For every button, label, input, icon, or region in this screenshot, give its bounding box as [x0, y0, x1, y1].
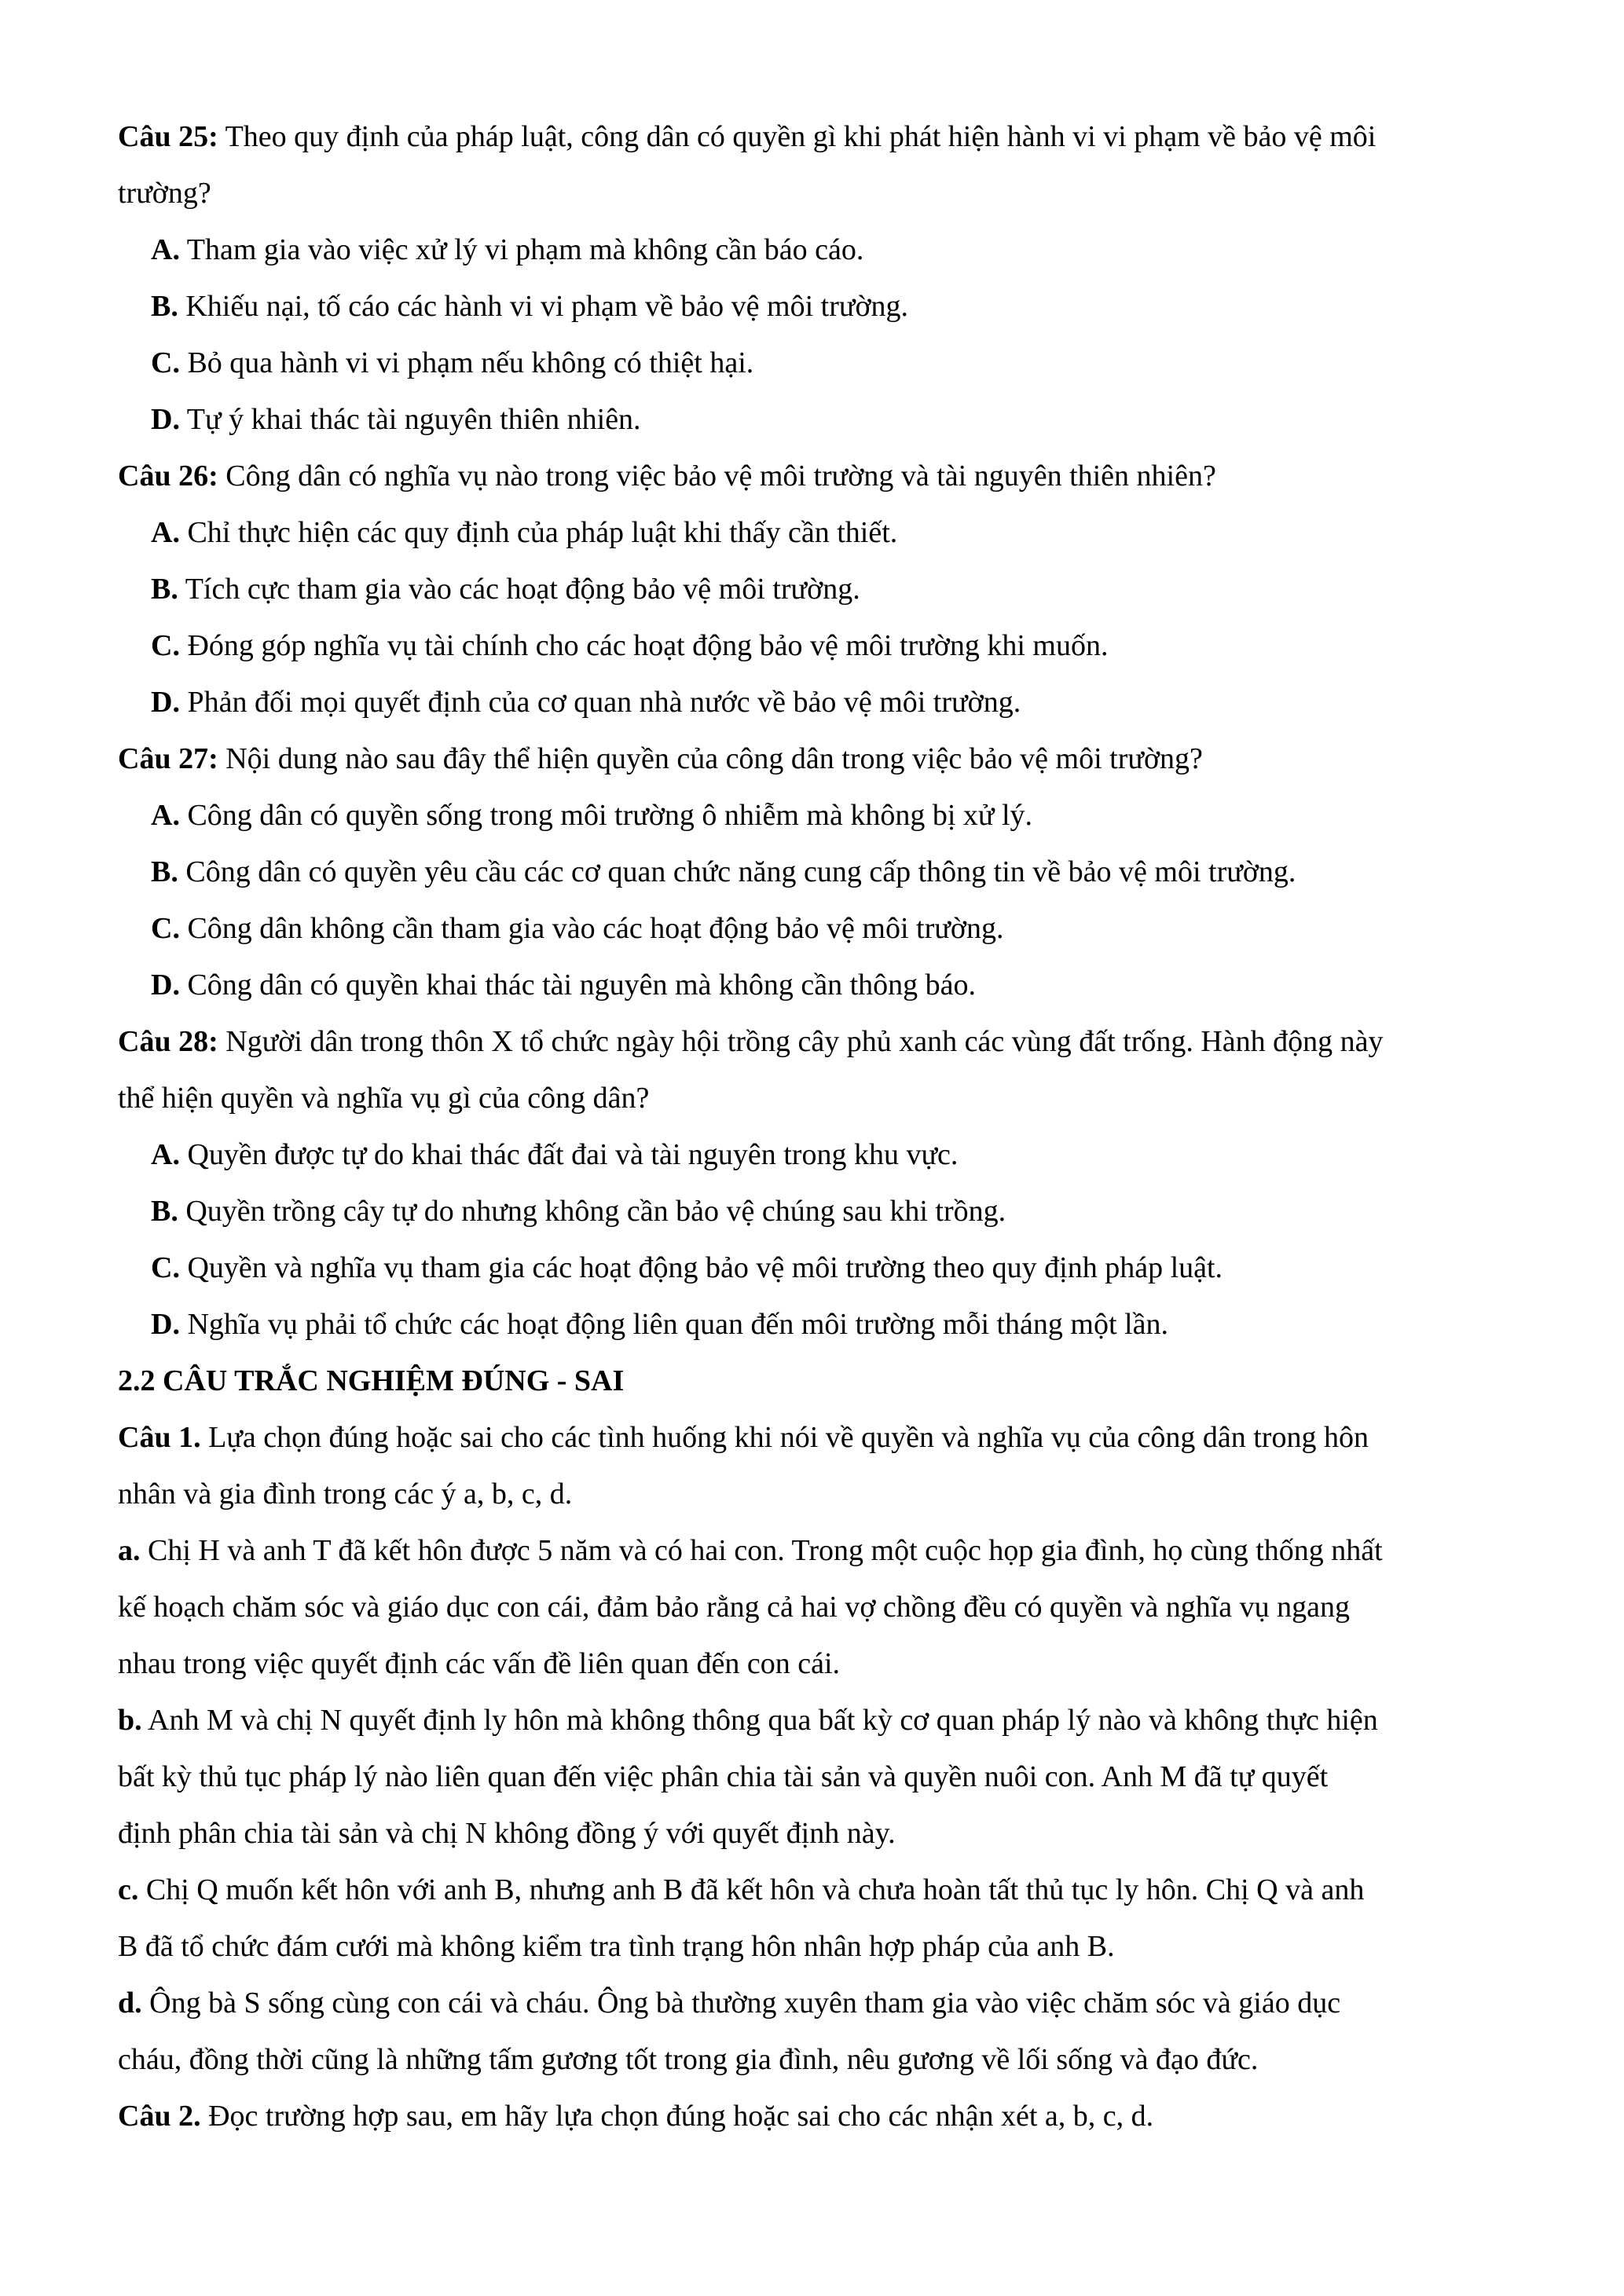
option-key: A. — [151, 233, 180, 266]
tf-question-label: Câu 2. — [118, 2100, 201, 2133]
tf-item-b — [118, 1692, 1524, 1862]
question-text: Theo quy định của pháp luật, công dân có quyền gì khi phát hiện hành vi vi phạm về bảo vệ môi — [225, 120, 1377, 153]
option-key: C. — [151, 629, 180, 662]
tf-item-a — [118, 1522, 1524, 1692]
tf-question-text: Lựa chọn đúng hoặc sai cho các tình huống khi nói về quyền và nghĩa vụ của công dân trong hôn — [208, 1421, 1369, 1454]
question-stem — [118, 1013, 1524, 1070]
option-text: Quyền trồng cây tự do nhưng không cần bảo vệ chúng sau khi trồng. — [185, 1195, 1006, 1228]
tf-item-text: Anh M và chị N quyết định ly hôn mà không thông qua bất kỳ cơ quan pháp lý nào và không thực hiện — [148, 1704, 1378, 1737]
option-text: Bỏ qua hành vi vi phạm nếu không có thiệt hại. — [187, 346, 754, 379]
tf-question-label: Câu 1. — [118, 1421, 201, 1454]
tf-item-line: nhau trong việc quyết định các vấn đề liên quan đến con cái. — [118, 1647, 841, 1680]
option-key: B. — [151, 290, 178, 323]
section-heading: 2.2 CÂU TRẮC NGHIỆM ĐÚNG - SAI — [118, 1364, 625, 1397]
tf-question-stem-continued: nhân và gia đình trong các ý a, b, c, d. — [118, 1478, 573, 1511]
option-key: B. — [151, 573, 178, 606]
option-b — [118, 278, 1524, 335]
tf-question-text: Đọc trường hợp sau, em hãy lựa chọn đúng hoặc sai cho các nhận xét a, b, c, d. — [208, 2100, 1154, 2133]
option-key: B. — [151, 855, 178, 888]
option-text: Quyền được tự do khai thác đất đai và tài nguyên trong khu vực. — [187, 1138, 959, 1171]
option-text: Công dân có quyền yêu cầu các cơ quan chức năng cung cấp thông tin về bảo vệ môi trường. — [185, 855, 1296, 888]
tf-item-line: bất kỳ thủ tục pháp lý nào liên quan đến việc phân chia tài sản và quyền nuôi con. Anh M đã tự quyết — [118, 1760, 1329, 1793]
question-text: Nội dung nào sau đây thể hiện quyền của công dân trong việc bảo vệ môi trường? — [225, 742, 1203, 775]
tf-question-2 — [118, 2088, 1524, 2144]
option-key: D. — [151, 1308, 180, 1341]
option-a — [118, 504, 1524, 561]
option-a — [118, 1126, 1524, 1183]
option-text: Công dân có quyền sống trong môi trường ô nhiễm mà không bị xử lý. — [187, 799, 1033, 832]
option-text: Công dân không cần tham gia vào các hoạt động bảo vệ môi trường. — [187, 912, 1004, 945]
tf-item-text: Ông bà S sống cùng con cái và cháu. Ông bà thường xuyên tham gia vào việc chăm sóc và giáo dục — [149, 1987, 1341, 2020]
option-key: B. — [151, 1195, 178, 1228]
option-b — [118, 561, 1524, 617]
option-a — [118, 222, 1524, 278]
tf-item-line — [118, 1692, 1524, 1749]
question-25 — [118, 108, 1524, 448]
option-text: Khiếu nại, tố cáo các hành vi vi phạm về bảo vệ môi trường. — [185, 290, 909, 323]
question-stem — [118, 108, 1524, 165]
option-key: A. — [151, 516, 180, 549]
option-c — [118, 335, 1524, 391]
tf-item-d — [118, 1975, 1524, 2088]
option-a — [118, 787, 1524, 844]
tf-question-1 — [118, 1409, 1524, 2088]
option-b — [118, 1183, 1524, 1240]
tf-item-line — [118, 1522, 1524, 1579]
tf-question-stem — [118, 2088, 1524, 2144]
question-label: Câu 25: — [118, 120, 218, 153]
tf-item-line: B đã tổ chức đám cưới mà không kiểm tra tình trạng hôn nhân hợp pháp của anh B. — [118, 1930, 1115, 1963]
option-c — [118, 617, 1524, 674]
option-b — [118, 844, 1524, 900]
tf-item-key: a. — [118, 1534, 141, 1567]
option-c — [118, 1240, 1524, 1296]
question-label: Câu 26: — [118, 460, 218, 493]
question-stem-continued: thể hiện quyền và nghĩa vụ gì của công dân? — [118, 1082, 650, 1115]
question-text: Công dân có nghĩa vụ nào trong việc bảo vệ môi trường và tài nguyên thiên nhiên? — [225, 460, 1216, 493]
tf-item-line — [118, 1975, 1524, 2031]
option-key: D. — [151, 969, 180, 1002]
question-label: Câu 28: — [118, 1025, 218, 1058]
option-d — [118, 957, 1524, 1013]
question-28 — [118, 1013, 1524, 1353]
question-text: Người dân trong thôn X tổ chức ngày hội trồng cây phủ xanh các vùng đất trống. Hành động này — [225, 1025, 1384, 1058]
tf-question-stem — [118, 1409, 1524, 1466]
tf-item-text: Chị Q muốn kết hôn với anh B, nhưng anh B đã kết hôn và chưa hoàn tất thủ tục ly hôn. Chị Q và anh — [145, 1873, 1365, 1906]
tf-item-line: định phân chia tài sản và chị N không đồng ý với quyết định này. — [118, 1817, 896, 1850]
question-label: Câu 27: — [118, 742, 218, 775]
option-d — [118, 391, 1524, 448]
tf-item-text: Chị H và anh T đã kết hôn được 5 năm và có hai con. Trong một cuộc họp gia đình, họ cùng thống nhất — [148, 1534, 1383, 1567]
option-text: Tham gia vào việc xử lý vi phạm mà không cần báo cáo. — [186, 233, 864, 266]
option-c — [118, 900, 1524, 957]
option-key: A. — [151, 1138, 180, 1171]
tf-item-key: c. — [118, 1873, 139, 1906]
option-text: Chỉ thực hiện các quy định của pháp luật khi thấy cần thiết. — [187, 516, 898, 549]
option-text: Tự ý khai thác tài nguyên thiên nhiên. — [186, 403, 641, 436]
option-key: A. — [151, 799, 180, 832]
option-key: D. — [151, 403, 180, 436]
option-key: C. — [151, 346, 180, 379]
tf-item-line: kế hoạch chăm sóc và giáo dục con cái, đảm bảo rằng cả hai vợ chồng đều có quyền và nghĩa vụ ngang — [118, 1591, 1351, 1624]
document-page — [118, 108, 1524, 2144]
option-text: Công dân có quyền khai thác tài nguyên mà không cần thông báo. — [187, 969, 977, 1002]
option-key: C. — [151, 912, 180, 945]
option-d — [118, 674, 1524, 731]
tf-item-line: cháu, đồng thời cũng là những tấm gương tốt trong gia đình, nêu gương về lối sống và đạo đức. — [118, 2043, 1259, 2076]
option-key: D. — [151, 686, 180, 719]
option-text: Phản đối mọi quyết định của cơ quan nhà nước về bảo vệ môi trường. — [187, 686, 1021, 719]
option-text: Đóng góp nghĩa vụ tài chính cho các hoạt động bảo vệ môi trường khi muốn. — [187, 629, 1109, 662]
question-stem — [118, 731, 1524, 787]
question-26 — [118, 448, 1524, 731]
option-text: Nghĩa vụ phải tổ chức các hoạt động liên quan đến môi trường mỗi tháng một lần. — [187, 1308, 1168, 1341]
option-d — [118, 1296, 1524, 1353]
question-stem-continued: trường? — [118, 177, 211, 210]
tf-item-key: d. — [118, 1987, 142, 2020]
tf-item-line — [118, 1862, 1524, 1918]
tf-item-key: b. — [118, 1704, 142, 1737]
question-stem — [118, 448, 1524, 504]
question-27 — [118, 731, 1524, 1013]
option-text: Quyền và nghĩa vụ tham gia các hoạt động bảo vệ môi trường theo quy định pháp luật. — [187, 1251, 1223, 1284]
option-key: C. — [151, 1251, 180, 1284]
option-text: Tích cực tham gia vào các hoạt động bảo vệ môi trường. — [185, 573, 860, 606]
tf-item-c — [118, 1862, 1524, 1975]
